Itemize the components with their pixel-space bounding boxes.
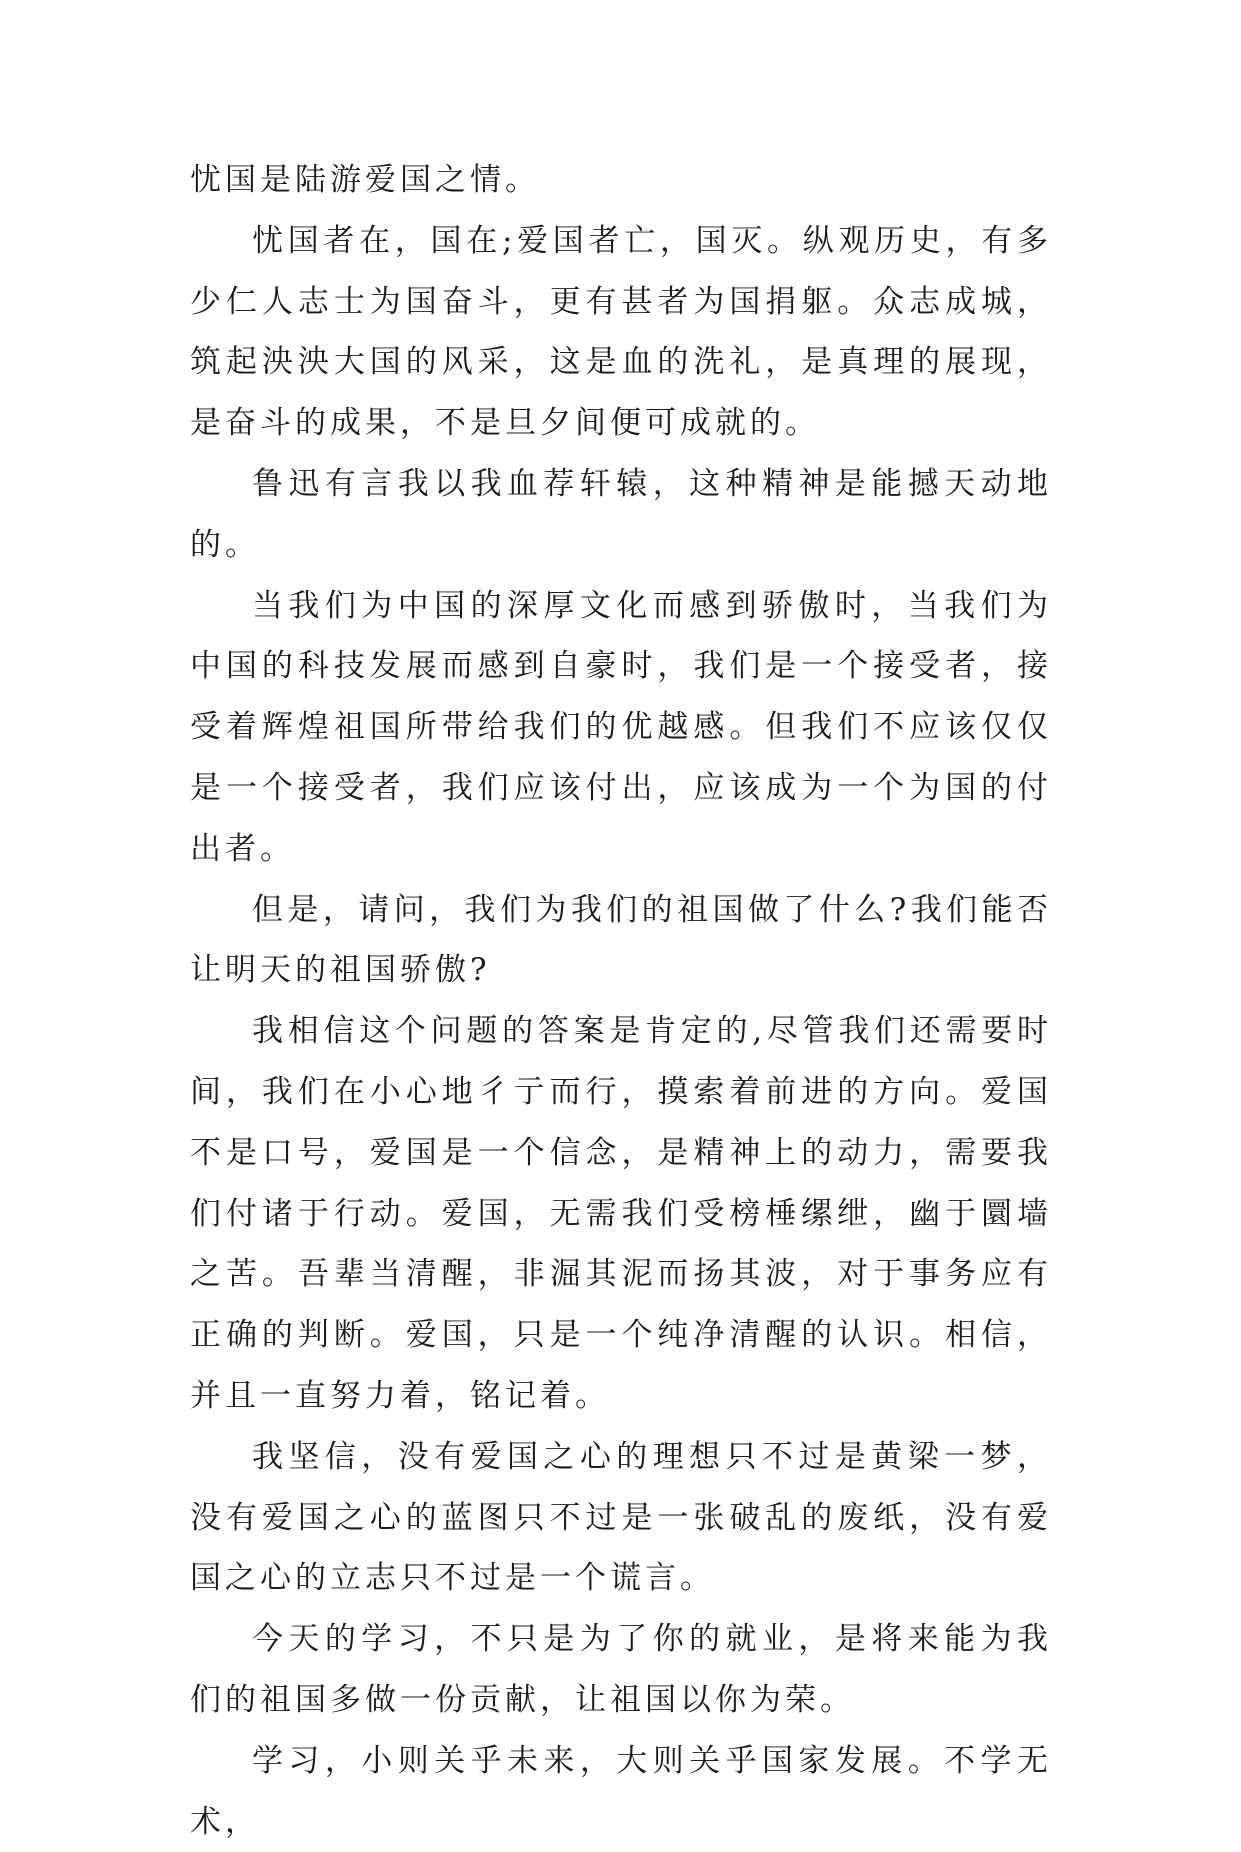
- body-text: [190, 150, 1052, 1852]
- paragraph: 忧国者在，国在;爱国者亡，国灭。纵观历史，有多少仁人志士为国奋斗，更有甚者为国捐躯。众志成城，筑起泱泱大国的风采，这是血的洗礼，是真理的展现，是奋斗的成果，不是旦夕间便可成就的。: [190, 222, 1052, 442]
- paragraph: 但是，请问，我们为我们的祖国做了什么?我们能否让明天的祖国骄傲?: [190, 891, 1052, 989]
- paragraph: 忧国是陆游爱国之情。: [190, 162, 540, 198]
- paragraph: 学习，小则关乎未来，大则关乎国家发展。不学无术，: [190, 1742, 1052, 1840]
- paragraph: 我相信这个问题的答案是肯定的,尽管我们还需要时间，我们在小心地彳亍而行，摸索着前进的方向。爱国不是口号，爱国是一个信念，是精神上的动力，需要我们付诸于行动。爱国，无需我们受榜棰缧绁，幽于圜墙之苦。吾辈当清醒，非淈其泥而扬其波，对于事务应有正确的判断。爱国，只是一个纯净清醒的认识。相信，并且一直努力着，铭记着。: [190, 1013, 1052, 1414]
- paragraph: 当我们为中国的深厚文化而感到骄傲时，当我们为中国的科技发展而感到自豪时，我们是一个接受者，接受着辉煌祖国所带给我们的优越感。但我们不应该仅仅是一个接受者，我们应该付出，应该成为一个为国的付出者。: [190, 587, 1052, 867]
- paragraph: 今天的学习，不只是为了你的就业，是将来能为我们的祖国多做一份贡献，让祖国以你为荣。: [190, 1621, 1052, 1718]
- paragraph: 鲁迅有言我以我血荐轩辕，这种精神是能撼天动地的。: [190, 465, 1052, 563]
- paragraph: 我坚信，没有爱国之心的理想只不过是黄梁一梦，没有爱国之心的蓝图只不过是一张破乱的废纸，没有爱国之心的立志只不过是一个谎言。: [190, 1438, 1052, 1597]
